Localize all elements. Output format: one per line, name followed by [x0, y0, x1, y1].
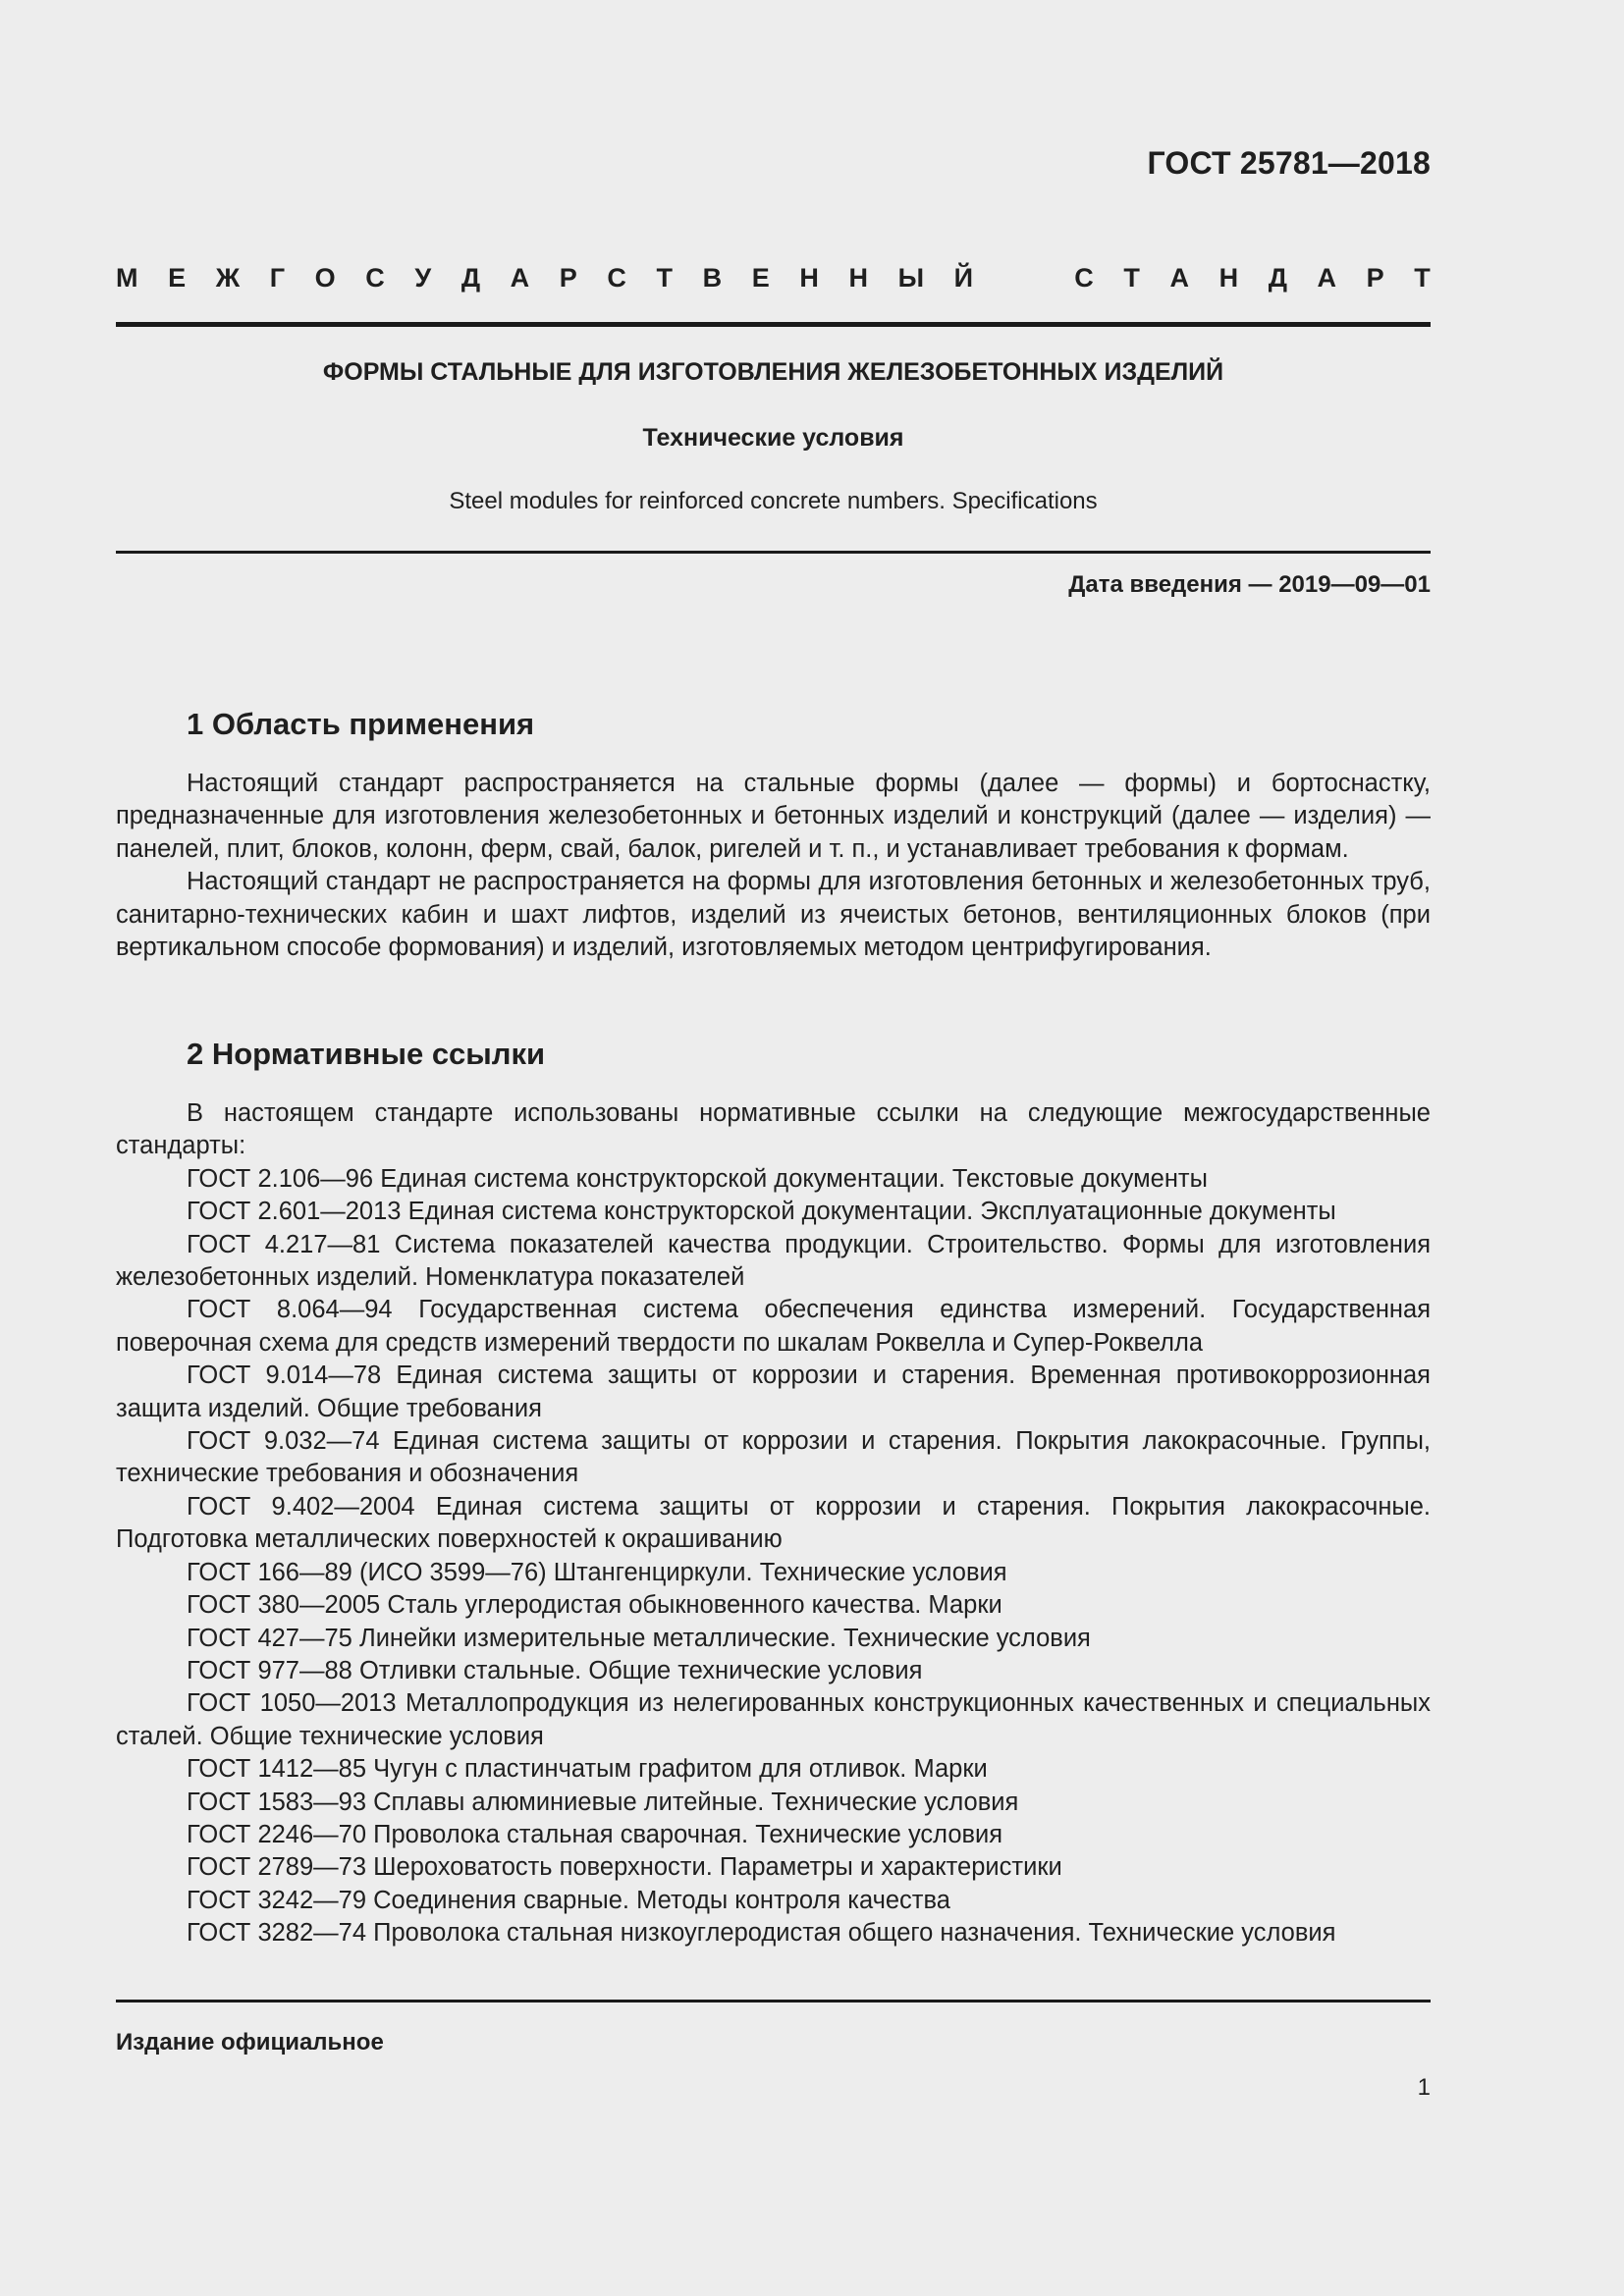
reference-code: ГОСТ 2.601—2013: [187, 1198, 402, 1226]
reference-code: ГОСТ 2.106—96: [187, 1164, 374, 1193]
standard-type-letter: С: [607, 263, 626, 293]
edition-label: Издание официальное: [116, 2029, 384, 2056]
standard-type-letter: У: [414, 263, 432, 293]
reference-code: ГОСТ 427—75: [187, 1624, 352, 1652]
standard-type-letter: Г: [269, 263, 286, 293]
standard-type-letter: Н: [1218, 263, 1239, 293]
standard-type-letter: Т: [1123, 263, 1140, 293]
reference-title: Металлопродукция из нелегированных конструкционных качественных и специальных сталей. Общие технические условия: [116, 1689, 1431, 1750]
document-page: [116, 0, 1431, 2296]
reference-title: (ИСО 3599—76) Штангенциркули. Технические условия: [358, 1558, 1007, 1586]
normative-reference: [116, 1360, 1431, 1425]
normative-reference: [116, 1687, 1431, 1753]
reference-code: ГОСТ 166—89: [187, 1558, 352, 1586]
section-2-body: [116, 1097, 1431, 1950]
reference-title: Государственная система обеспечения единства измерений. Государственная поверочная схема для средств измерений твердости по шкалам Роквелла и Супер-Роквелла: [116, 1296, 1432, 1357]
section-2-intro: В настоящем стандарте использованы нормативные ссылки на следующие межгосударственные стандарты:: [116, 1099, 1431, 1160]
standard-type-letter: С: [365, 263, 385, 293]
standard-type-letter: Н: [848, 263, 868, 293]
reference-code: ГОСТ 9.402—2004: [187, 1492, 415, 1521]
standard-type-letter: Д: [460, 263, 481, 293]
reference-title: Единая система конструкторской документации. Текстовые документы: [380, 1164, 1208, 1193]
reference-title: Сплавы алюминиевые литейные. Технические условия: [373, 1788, 1019, 1816]
reference-title: Единая система защиты от коррозии и старения. Покрытия лакокрасочные. Подготовка металлических поверхностей к окрашиванию: [116, 1492, 1431, 1554]
reference-title: Отливки стальные. Общие технические условия: [358, 1656, 923, 1684]
reference-title: Система показателей качества продукции. Строительство. Формы для изготовления железобетонных изделий. Номенклатура показателей: [116, 1230, 1431, 1292]
normative-reference: [116, 1589, 1431, 1622]
standard-type-letter: Е: [168, 263, 187, 293]
english-title: Steel modules for reinforced concrete numbers. Specifications: [449, 488, 1098, 514]
normative-reference: [116, 1557, 1431, 1589]
reference-title: Шероховатость поверхности. Параметры и характеристики: [373, 1853, 1062, 1882]
reference-code: ГОСТ 1412—85: [187, 1755, 367, 1784]
reference-code: ГОСТ 977—88: [187, 1656, 352, 1684]
normative-reference: [116, 1819, 1431, 1851]
normative-reference: [116, 1163, 1431, 1196]
standard-type-letter: О: [314, 263, 336, 293]
standard-type-letter: В: [702, 263, 723, 293]
standard-type-letter: А: [1317, 263, 1337, 293]
reference-title: Чугун с пластинчатым графитом для отливок. Марки: [373, 1755, 988, 1784]
reference-code: ГОСТ 3282—74: [187, 1919, 367, 1948]
reference-code: ГОСТ 8.064—94: [187, 1296, 393, 1324]
reference-code: ГОСТ 2246—70: [187, 1820, 367, 1848]
reference-title: Соединения сварные. Методы контроля качества: [373, 1886, 950, 1914]
normative-reference: [116, 1229, 1431, 1295]
reference-title: Сталь углеродистая обыкновенного качества. Марки: [387, 1591, 1002, 1620]
standard-type-letter: Ы: [897, 263, 925, 293]
reference-code: ГОСТ 380—2005: [187, 1591, 381, 1620]
standard-type-letter: Ж: [215, 263, 241, 293]
reference-code: ГОСТ 9.032—74: [187, 1427, 380, 1456]
document-number: ГОСТ 25781—2018: [1147, 145, 1431, 181]
normative-reference: [116, 1885, 1431, 1917]
reference-title: Проволока стальная сварочная. Технические условия: [373, 1820, 1003, 1848]
standard-type-letter: Т: [1414, 263, 1431, 293]
standard-type-letter: Д: [1268, 263, 1287, 293]
normative-reference: [116, 1425, 1431, 1491]
standard-type-letter: Н: [799, 263, 819, 293]
standard-type-letter: Р: [1366, 263, 1384, 293]
reference-code: ГОСТ 1583—93: [187, 1788, 367, 1816]
standard-type-gap: [1003, 263, 1045, 294]
reference-code: ГОСТ 2789—73: [187, 1853, 367, 1882]
reference-title: Единая система защиты от коррозии и старения. Покрытия лакокрасочные. Группы, технические требования и обозначения: [116, 1427, 1431, 1488]
reference-code: ГОСТ 3242—79: [187, 1886, 367, 1914]
standard-type-letter: С: [1074, 263, 1094, 293]
normative-reference: [116, 1196, 1431, 1228]
reference-code: ГОСТ 1050—2013: [187, 1689, 397, 1718]
section-2-heading: 2 Нормативные ссылки: [187, 1037, 546, 1071]
reference-title: Единая система конструкторской документации. Эксплуатационные документы: [407, 1198, 1336, 1226]
reference-title: Единая система защиты от коррозии и старения. Временная противокоррозионная защита изделий. Общие требования: [116, 1362, 1431, 1422]
normative-reference: [116, 1491, 1431, 1557]
title-divider: [116, 551, 1431, 554]
footer-divider: [116, 2000, 1431, 2002]
reference-title: Линейки измерительные металлические. Технические условия: [358, 1624, 1091, 1652]
document-title: ФОРМЫ СТАЛЬНЫЕ ДЛЯ ИЗГОТОВЛЕНИЯ ЖЕЛЕЗОБЕТОННЫХ ИЗДЕЛИЙ: [322, 358, 1224, 386]
normative-reference: [116, 1787, 1431, 1819]
normative-reference: [116, 1917, 1431, 1949]
standard-type-letter: А: [1169, 263, 1189, 293]
standard-type-letter: А: [510, 263, 530, 293]
top-divider: [116, 322, 1431, 327]
standard-type-letter: Т: [656, 263, 674, 293]
normative-reference: [116, 1655, 1431, 1687]
section-1-paragraph: Настоящий стандарт распространяется на стальные формы (далее — формы) и бортоснастку, предназначенные для изготовления железобетонных и бетонных изделий и конструкций (далее — изделия) — панелей, плит, блоков, колонн, ферм, свай, балок, ригелей и т. п., и устанавливает требования к формам.: [116, 770, 1431, 863]
section-1-heading: 1 Область применения: [187, 707, 535, 741]
standard-type-letter: Й: [953, 263, 974, 293]
normative-reference: [116, 1623, 1431, 1655]
reference-code: ГОСТ 4.217—81: [187, 1230, 381, 1258]
normative-reference: [116, 1294, 1431, 1360]
section-1-paragraph: Настоящий стандарт не распространяется на формы для изготовления бетонных и железобетонных труб, санитарно-технических кабин и шахт лифтов, изделий из ячеистых бетонов, вентиляционных блоков (при вертикальном способе формования) и изделий, изготовляемых методом центрифугирования.: [116, 868, 1431, 962]
reference-title: Проволока стальная низкоуглеродистая общего назначения. Технические условия: [373, 1919, 1336, 1948]
section-1-body: [116, 768, 1431, 964]
standard-type-letter: Е: [751, 263, 770, 293]
reference-code: ГОСТ 9.014—78: [187, 1362, 382, 1390]
document-subtitle: Технические условия: [642, 424, 904, 452]
standard-type-label: [116, 263, 1431, 294]
standard-type-letter: Р: [559, 263, 577, 293]
standard-type-letter: М: [116, 263, 138, 293]
normative-reference: [116, 1851, 1431, 1884]
introduction-date: Дата введения — 2019—09—01: [1068, 571, 1431, 598]
page-number: 1: [1417, 2074, 1431, 2101]
normative-reference: [116, 1753, 1431, 1786]
